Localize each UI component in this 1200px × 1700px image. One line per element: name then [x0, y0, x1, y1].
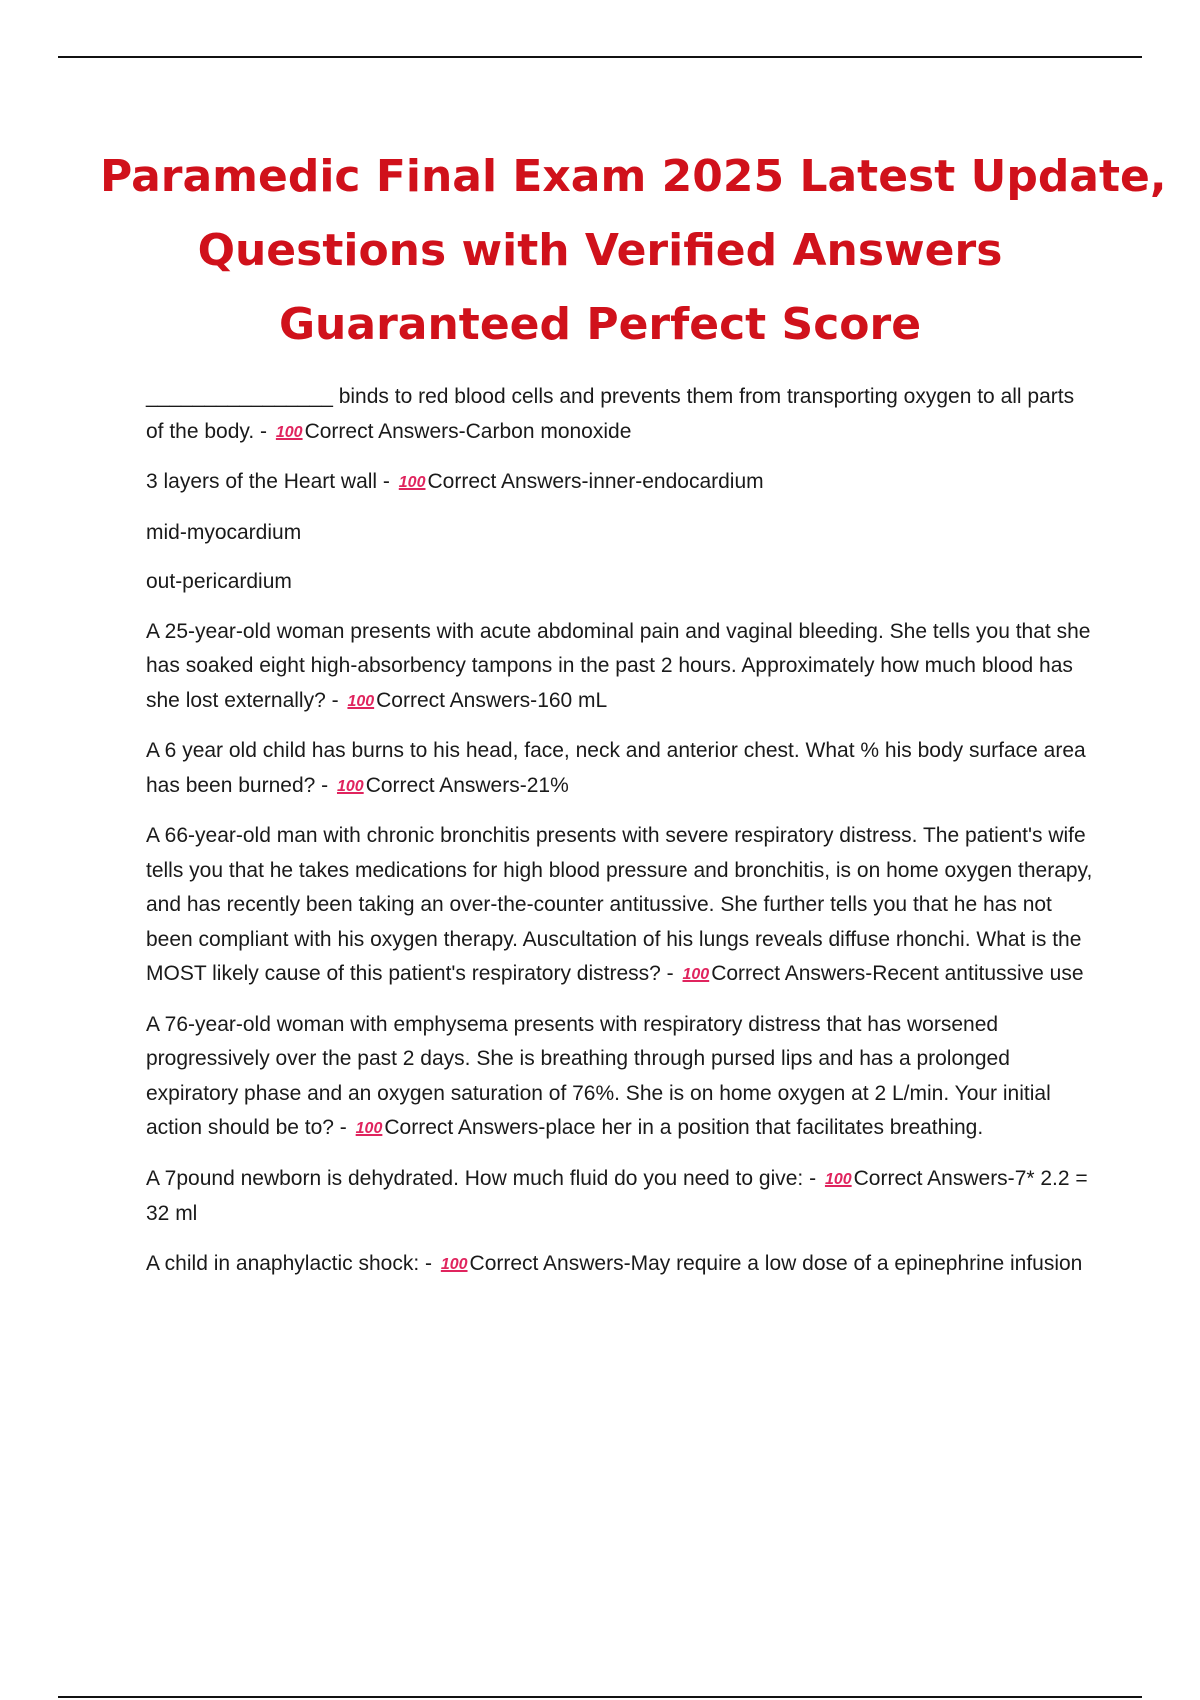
qa-item [146, 1162, 1096, 1232]
hundred-points-icon: 100 [440, 1255, 468, 1273]
hundred-points-icon: 100 [355, 1120, 383, 1137]
hundred-points-icon: 100 [336, 777, 364, 795]
question-text: A 25-year-old woman presents with acute abdominal pain and vaginal bleeding. She tells you that she has soaked eight high-absorbency tampons in the past 2 hours. Approximately how much blood has she lost externally? - [146, 619, 1091, 712]
hundred-points-icon: 100 [275, 423, 303, 441]
answer-prefix: Correct Answers- [384, 1116, 546, 1139]
qa-entry [146, 1162, 1096, 1232]
answer-text: Recent antitussive use [872, 962, 1084, 985]
hundred-points-icon: 100 [347, 692, 375, 710]
answer-continuation: out-pericardium [146, 570, 292, 593]
question-text: 3 layers of the Heart wall - [146, 470, 390, 493]
qa-item [146, 1008, 1096, 1147]
answer-prefix: Correct Answers- [469, 1251, 631, 1275]
qa-list [146, 380, 1096, 1297]
answer-prefix: Correct Answers- [365, 773, 527, 797]
qa-entry [146, 819, 1096, 993]
question-text: A 76-year-old woman with emphysema presents with respiratory distress that has worsened progressively over the past 2 days. She is breathing through pursed lips and has a prolonged expiratory phase and an oxygen saturation of 76%. She is on home oxygen at 2 L/min. Your initial action should be to? - [146, 1012, 1051, 1139]
hundred-points-icon: 100 [682, 966, 710, 983]
qa-entry [146, 615, 1096, 720]
question-text: A 6 year old child has burns to his head, face, neck and anterior chest. What % his body surface area has been burned? - [146, 739, 1086, 797]
answer-prefix: Correct Answers- [427, 470, 589, 493]
answer-prefix: Correct Answers- [376, 688, 538, 712]
hundred-points-icon: 100 [824, 1170, 852, 1188]
answer-prefix: Correct Answers- [711, 962, 873, 985]
answer-text: Carbon monoxide [465, 419, 632, 443]
qa-item [146, 615, 1096, 720]
hundred-points-icon: 100 [398, 474, 426, 491]
qa-entry [146, 380, 1096, 450]
header-rule [58, 56, 1142, 58]
title-line-2: Questions with Verified Answers [197, 225, 1003, 276]
footer-rule [58, 1696, 1142, 1698]
answer-text: place her in a position that facilitates breathing. [545, 1116, 984, 1139]
qa-item [146, 380, 1096, 450]
title-line-3: Guaranteed Perfect Score [278, 299, 922, 350]
question-text: A 66-year-old man with chronic bronchitis presents with severe respiratory distress. The patient's wife tells you that he takes medications for high blood pressure and bronchitis, is on home oxygen therapy, and has recently been taking an over-the-counter antitussive. She further tells you that he has not been compliant with his oxygen therapy. Auscultation of his lungs reveals diffuse rhonchi. What is the MOST likely cause of this patient's respiratory distress? - [146, 824, 1093, 985]
title-line-1: Paramedic Final Exam 2025 Latest Update, [100, 151, 1167, 202]
answer-text: May require a low dose of a epinephrine infusion [630, 1251, 1083, 1275]
answer-prefix: Correct Answers- [304, 419, 466, 443]
answer-text: 7* 2.2 = 32 ml [146, 1166, 1088, 1225]
qa-entry [146, 465, 1096, 501]
answer-prefix: Correct Answers- [853, 1166, 1015, 1190]
answer-text: 160 mL [537, 688, 608, 712]
answer-continuation: mid-myocardium [146, 520, 302, 544]
qa-item [146, 465, 1096, 600]
qa-item [146, 734, 1096, 804]
answer-text: 21% [526, 773, 569, 797]
question-text: ________________ binds to red blood cells and prevents them from transporting oxygen to all parts of the body. - [146, 385, 1075, 443]
qa-entry [146, 734, 1096, 804]
qa-entry [146, 1247, 1096, 1283]
qa-item [146, 819, 1096, 993]
question-text: A child in anaphylactic shock: - [146, 1251, 432, 1275]
answer-text: inner-endocardium [588, 470, 764, 493]
qa-item [146, 1247, 1096, 1283]
question-text: A 7pound newborn is dehydrated. How much fluid do you need to give: - [146, 1166, 817, 1190]
qa-entry [146, 1008, 1096, 1147]
document-title [100, 140, 1167, 362]
